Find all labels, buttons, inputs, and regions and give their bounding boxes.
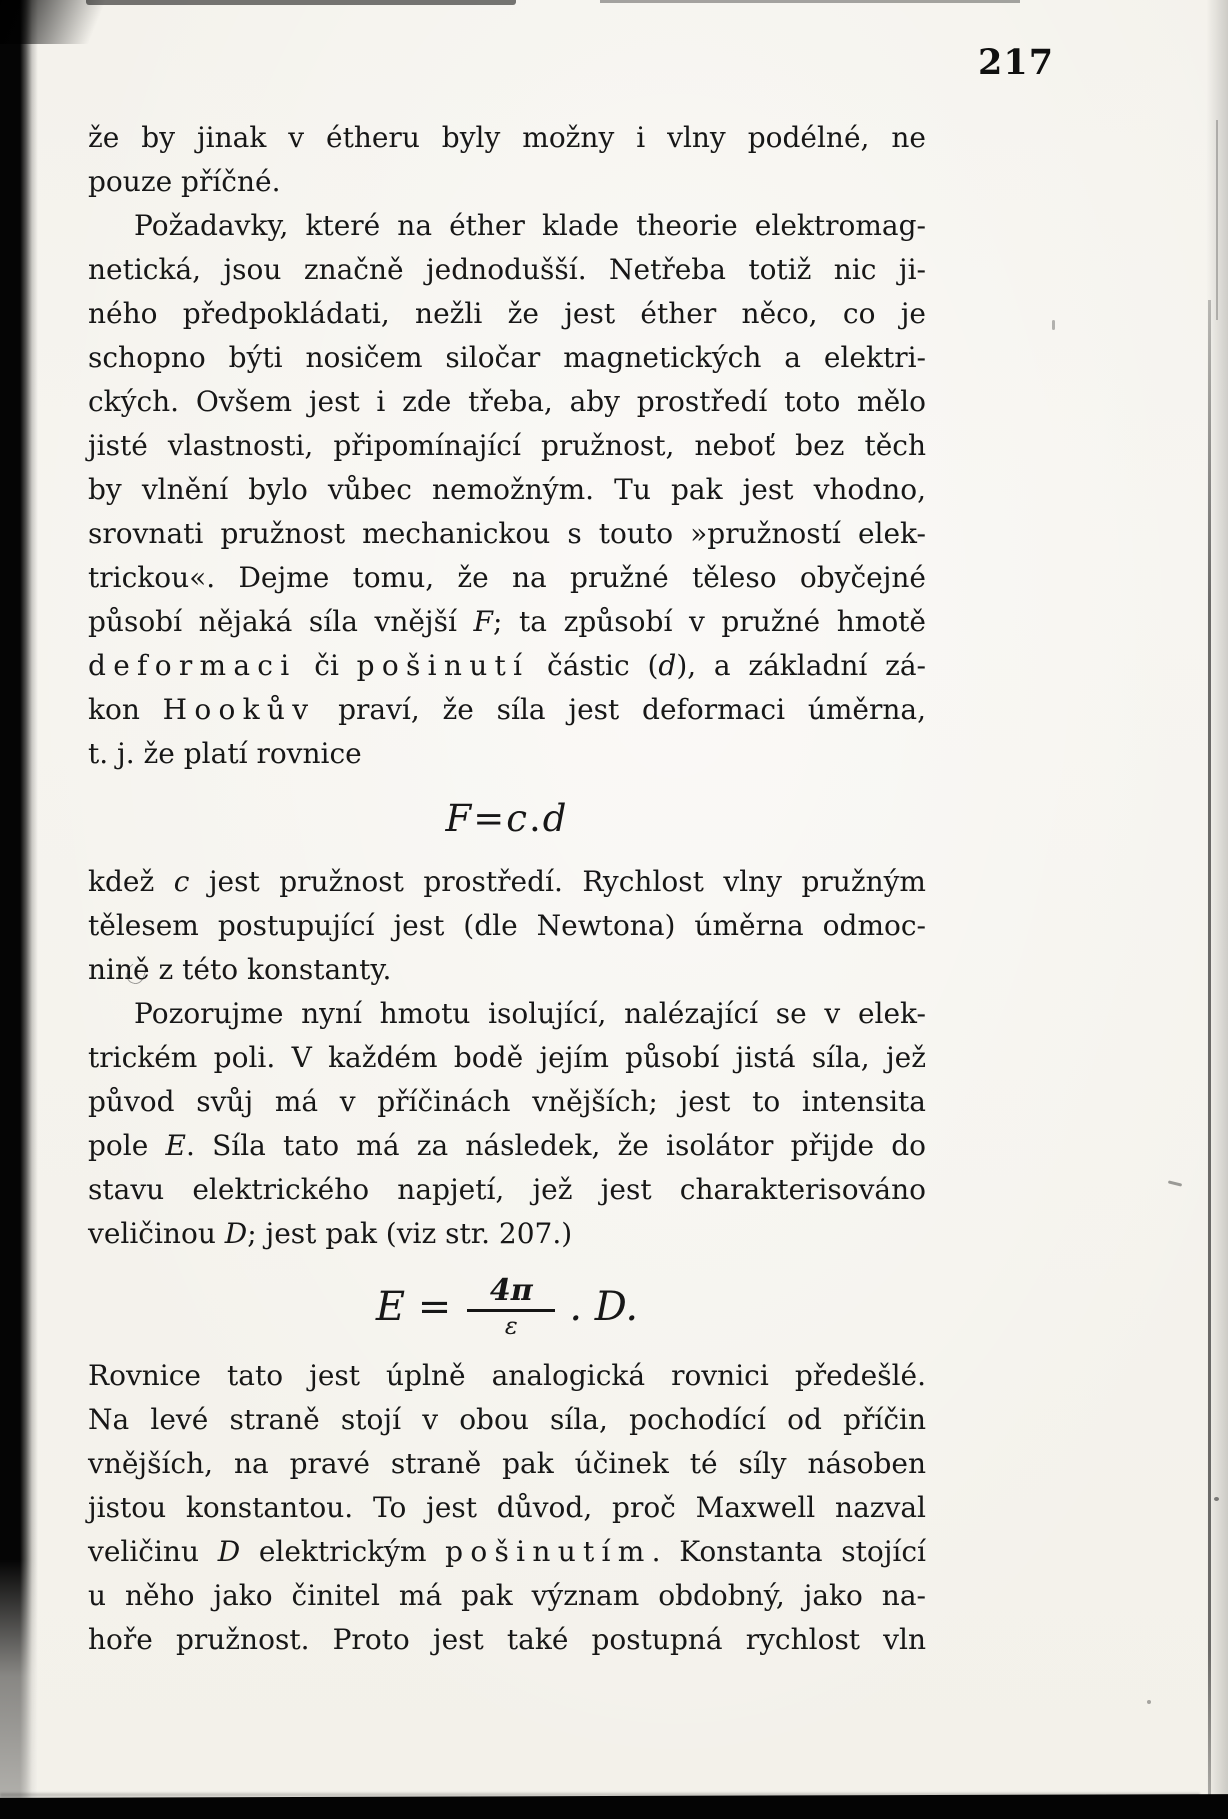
scan-speck bbox=[1147, 1700, 1151, 1704]
text-run: tělesem postupující jest (dle Newtona) úměrna odmoc- bbox=[88, 909, 926, 942]
text-line bbox=[88, 1442, 926, 1486]
text-run: ; jest pak (viz str. 207.) bbox=[247, 1217, 573, 1250]
text-line bbox=[88, 1398, 926, 1442]
text-run: částic ( bbox=[529, 649, 659, 682]
text-line bbox=[88, 424, 926, 468]
text-line bbox=[88, 1124, 926, 1168]
text-run: schopno býti nosičem siločar magnetických a elektri- bbox=[88, 341, 926, 374]
text-line bbox=[88, 1618, 926, 1662]
text-run: vnějších, na pravé straně pak účinek té síly násoben bbox=[88, 1447, 926, 1480]
text-run: praví, že síla jest deformaci úměrna, bbox=[315, 693, 926, 726]
emphasized-text: Hookův bbox=[162, 693, 316, 726]
text-run: veličinou bbox=[88, 1217, 225, 1250]
text-run: . bbox=[569, 1284, 595, 1330]
text-run: ckých. Ovšem jest i zde třeba, aby prostředí toto mělo bbox=[88, 385, 926, 418]
math-variable: d bbox=[658, 649, 677, 682]
text-run: . Konstanta stojící bbox=[651, 1535, 926, 1568]
text-line bbox=[88, 688, 926, 732]
text-run: Rovnice tato jest úplně analogická rovnici předešlé. bbox=[88, 1359, 926, 1392]
text-run: jistou konstantou. To jest důvod, proč Maxwell nazval bbox=[88, 1491, 926, 1524]
text-run: jest pružnost prostředí. Rychlost vlny pružným bbox=[189, 865, 926, 898]
text-line bbox=[88, 904, 926, 948]
text-line bbox=[88, 336, 926, 380]
scan-page-edge-line bbox=[1216, 120, 1218, 320]
equation-force-deformation bbox=[88, 790, 926, 846]
text-line bbox=[88, 292, 926, 336]
paragraph bbox=[88, 204, 926, 776]
scan-top-left-corner-shadow bbox=[0, 0, 130, 44]
text-line bbox=[88, 1354, 926, 1398]
scan-speck bbox=[1214, 1497, 1219, 1501]
paragraph bbox=[88, 1354, 926, 1662]
scan-left-edge-fade bbox=[0, 1560, 38, 1819]
text-run: srovnati pružnost mechanickou s touto »pružností elek- bbox=[88, 517, 926, 550]
text-line bbox=[88, 1080, 926, 1124]
paragraph bbox=[88, 992, 926, 1256]
text-line bbox=[88, 160, 926, 204]
text-run: ného předpokládati, nežli že jest éther něco, co je bbox=[88, 297, 926, 330]
text-run: kon bbox=[88, 693, 163, 726]
text-line bbox=[88, 1530, 926, 1574]
text-run: trickou«. Dejme tomu, že na pružné těleso obyčejné bbox=[88, 561, 926, 594]
math-variable: E bbox=[375, 1284, 406, 1330]
scan-top-edge-mark bbox=[86, 0, 516, 5]
fraction bbox=[467, 1275, 555, 1339]
text-run: jisté vlastnosti, připomínající pružnost, neboť bez těch bbox=[88, 429, 926, 462]
text-run: elektrickým bbox=[240, 1535, 446, 1568]
text-run: . bbox=[528, 796, 543, 840]
scan-top-edge-mark bbox=[600, 0, 1020, 3]
math-variable: D bbox=[224, 1217, 248, 1250]
text-run: Pozorujme nyní hmotu isolující, nalézající se v elek- bbox=[134, 997, 926, 1030]
text-run: t. j. že platí rovnice bbox=[88, 737, 362, 770]
text-line bbox=[88, 512, 926, 556]
text-run: kdež bbox=[88, 865, 174, 898]
text-line bbox=[88, 644, 926, 688]
math-variable: F bbox=[445, 796, 474, 840]
text-line bbox=[88, 860, 926, 904]
scan-speck bbox=[1168, 1180, 1182, 1186]
text-column bbox=[88, 116, 926, 1662]
emphasized-text: deformaci bbox=[88, 649, 297, 682]
scan-bottom-edge bbox=[0, 1794, 1228, 1819]
text-run: trickém poli. V každém bodě jejím působí jistá síla, jež bbox=[88, 1041, 926, 1074]
text-run: stavu elektrického napjetí, jež jest charakterisováno bbox=[88, 1173, 926, 1206]
text-run: by vlnění bylo vůbec nemožným. Tu pak jest vhodno, bbox=[88, 473, 926, 506]
equation-lhs bbox=[376, 1284, 451, 1330]
math-variable: D bbox=[217, 1535, 241, 1568]
math-variable: c bbox=[173, 865, 190, 898]
text-line bbox=[88, 1486, 926, 1530]
math-variable: D. bbox=[594, 1284, 639, 1330]
text-line bbox=[88, 116, 926, 160]
paragraph bbox=[88, 860, 926, 992]
equation-rhs bbox=[569, 1284, 638, 1330]
text-run: původ svůj má v příčinách vnějších; jest to intensita bbox=[88, 1085, 926, 1118]
text-line bbox=[88, 1168, 926, 1212]
text-run: pole bbox=[88, 1129, 166, 1162]
math-variable: F bbox=[473, 605, 493, 638]
text-run: působí nějaká síla vnější bbox=[88, 605, 474, 638]
text-line bbox=[88, 468, 926, 512]
text-run: Na levé straně stojí v obou síla, pochodící od příčin bbox=[88, 1403, 926, 1436]
page-number: 217 bbox=[978, 42, 1055, 83]
text-line bbox=[88, 600, 926, 644]
fraction-denominator: ε bbox=[504, 1312, 518, 1340]
text-run: netická, jsou značně jednodušší. Netřeba totiž nic ji- bbox=[88, 253, 926, 286]
emphasized-text: pošinutím bbox=[445, 1535, 652, 1568]
fraction-numerator: 4π bbox=[489, 1273, 533, 1308]
text-line bbox=[88, 1574, 926, 1618]
text-line bbox=[88, 732, 926, 776]
text-line bbox=[88, 992, 926, 1036]
text-run: že by jinak v étheru byly možny i vlny podélné, ne bbox=[88, 121, 926, 154]
text-run: u něho jako činitel má pak význam obdobný, jako na- bbox=[88, 1579, 926, 1612]
text-run: ; ta způsobí v pružné hmotě bbox=[492, 605, 927, 638]
text-line bbox=[88, 1036, 926, 1080]
text-run: nině z této konstanty. bbox=[88, 953, 392, 986]
math-variable: c bbox=[506, 796, 529, 840]
text-run: veličinu bbox=[88, 1535, 218, 1568]
text-run: ), a základní zá- bbox=[676, 649, 926, 682]
text-run: Požadavky, které na éther klade theorie elektromag- bbox=[134, 209, 926, 242]
text-run: . Síla tato má za následek, že isolátor přijde do bbox=[185, 1129, 926, 1162]
text-run: = bbox=[405, 1284, 452, 1330]
text-line bbox=[88, 248, 926, 292]
text-run: pouze příčné. bbox=[88, 165, 281, 198]
text-line bbox=[88, 1212, 926, 1256]
scan-speck bbox=[1052, 320, 1055, 330]
paragraph bbox=[88, 116, 926, 204]
text-line bbox=[88, 380, 926, 424]
text-run: hoře pružnost. Proto jest také postupná rychlost vln bbox=[88, 1623, 926, 1656]
scan-left-edge bbox=[0, 0, 38, 1819]
text-line bbox=[88, 556, 926, 600]
text-run: = bbox=[473, 796, 507, 840]
math-variable: E bbox=[165, 1129, 186, 1162]
text-run: či bbox=[296, 649, 357, 682]
text-line bbox=[88, 948, 926, 992]
scan-page-edge-line bbox=[1208, 300, 1211, 1800]
equation-field-displacement bbox=[88, 1264, 926, 1350]
text-line bbox=[88, 204, 926, 248]
math-variable: d bbox=[542, 796, 569, 840]
emphasized-text: pošinutí bbox=[356, 649, 530, 682]
